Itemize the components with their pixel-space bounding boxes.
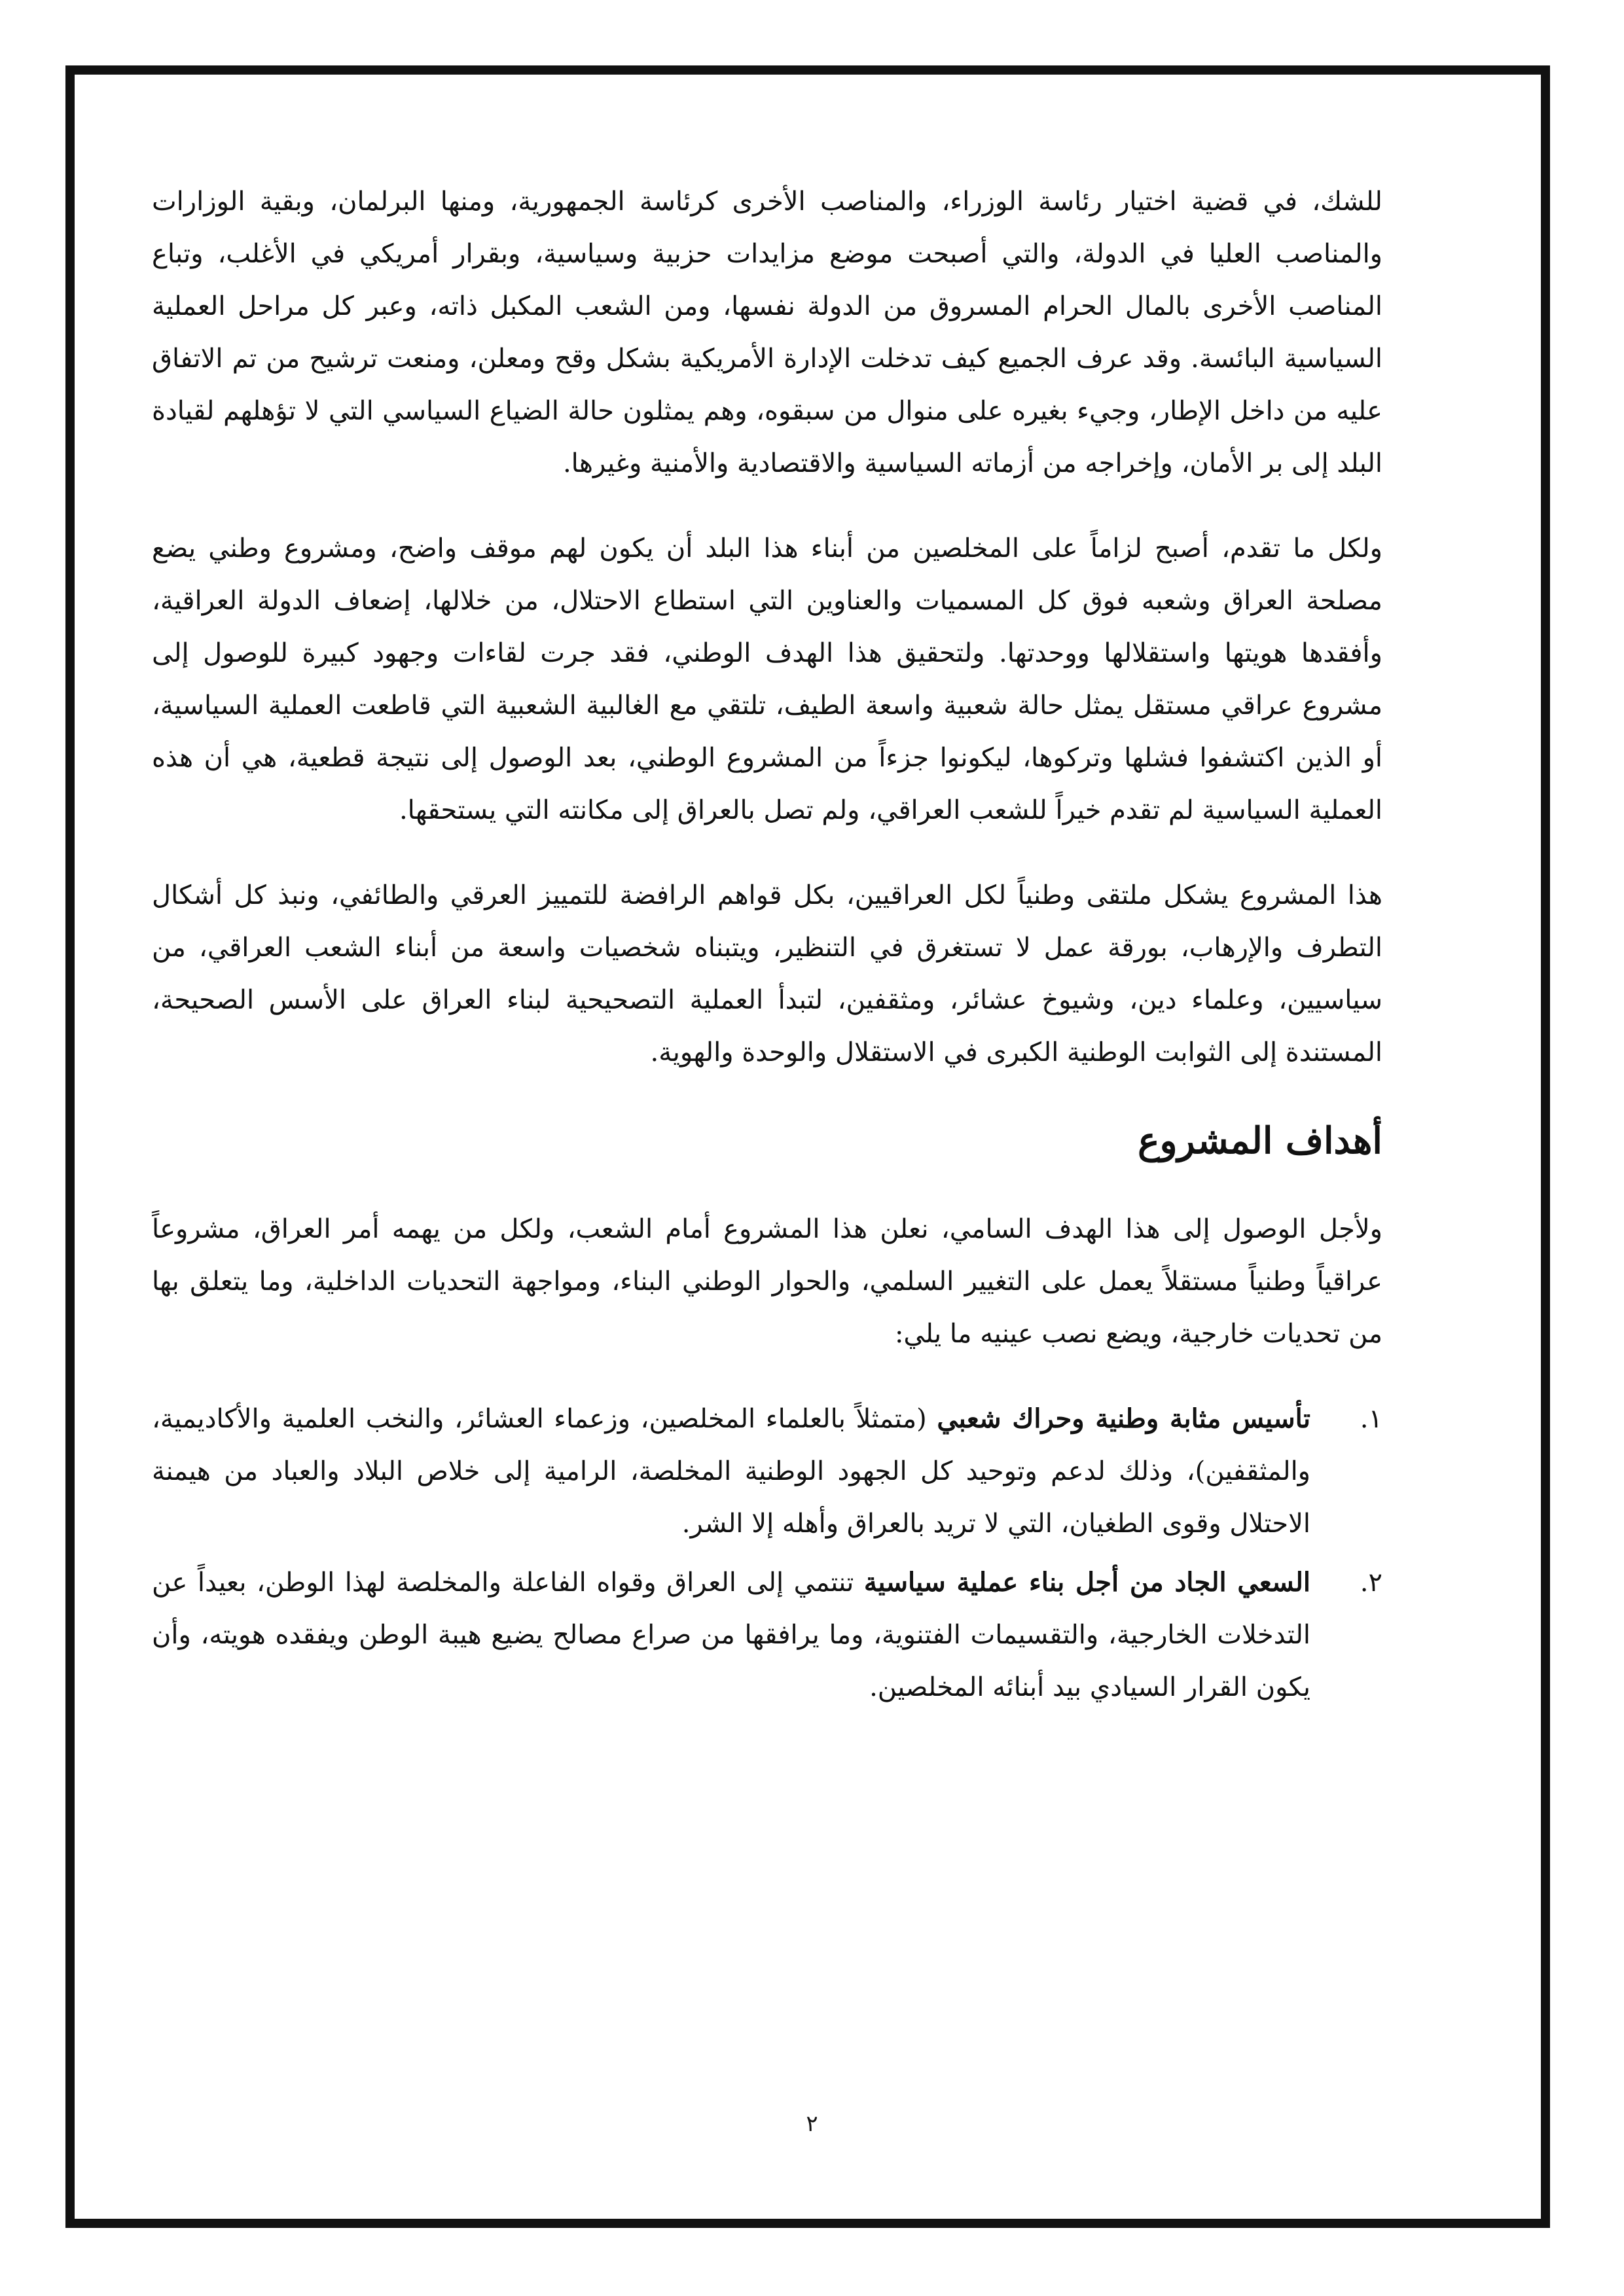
goal-text: تنتمي إلى العراق وقواه الفاعلة والمخلصة لهذا الوطن، بعيداً عن التدخلات الخارجية، والتقسيمات الفتنوية، وما يرافقها من صراع مصالح يضيع هيبة الوطن ويفقده هويته، وأن يكون القرار السيادي بيد أبنائه المخلصين.: [152, 1568, 1310, 1702]
goals-list: [152, 1393, 1382, 1713]
goal-text: (متمثلاً بالعلماء المخلصين، وزعماء العشائر، والنخب العلمية والأكاديمية، والمثقفين)، وذلك لدعم وتوحيد كل الجهود الوطنية المخلصة، الرامية إلى خلاص البلاد والعباد من هيمنة الاحتلال وقوى الطغيان، التي لا تريد بالعراق وأهله إلا الشر.: [152, 1404, 1311, 1539]
paragraph-2: ولكل ما تقدم، أصبح لزاماً على المخلصين من أبناء هذا البلد أن يكون لهم موقف واضح، ومشروع وطني يضع مصلحة العراق وشعبه فوق كل المسميات والعناوين التي استطاع الاحتلال، من خلالها، إضعاف الدولة العراقية، وأفقدها هويتها واستقلالها ووحدتها. ولتحقيق هذا الهدف الوطني، فقد جرت لقاءات وجهود كبيرة للوصول إلى مشروع عراقي مستقل يمثل حالة شعبية واسعة الطيف، تلتقي مع الغالبية الشعبية التي قاطعت العملية السياسية، أو الذين اكتشفوا فشلها وتركوها، ليكونوا جزءاً من المشروع الوطني، بعد الوصول إلى نتيجة قطعية، هي أن هذه العملية السياسية لم تقدم خيراً للشعب العراقي، ولم تصل بالعراق إلى مكانته التي يستحقها.: [152, 533, 1383, 825]
goal-item-2: [152, 1556, 1382, 1713]
page-number: ٢: [806, 2111, 818, 2137]
document-body: [152, 175, 1382, 1720]
intro-paragraph: ولأجل الوصول إلى هذا الهدف السامي، نعلن هذا المشروع أمام الشعب، ولكل من يهمه أمر العراق، مشروعاً عراقياً وطنياً مستقلاً يعمل على التغيير السلمي، والحوار الوطني البناء، ومواجهة التحديات الداخلية، وما يتعلق بها من تحديات خارجية، ويضع نصب عينيه ما يلي:: [152, 1214, 1382, 1349]
paragraph-1: للشك، في قضية اختيار رئاسة الوزراء، والمناصب الأخرى كرئاسة الجمهورية، ومنها البرلمان، وبقية الوزارات والمناصب العليا في الدولة، والتي أصبحت موضع مزايدات حزبية وسياسية، وبقرار أمريكي في الأغلب، وتباع المناصب الأخرى بالمال الحرام المسروق من الدولة نفسها، ومن الشعب المكبل ذاته، وعبر كل مراحل العملية السياسية البائسة. وقد عرف الجميع كيف تدخلت الإدارة الأمريكية بشكل وقح ومعلن، ومنعت ترشيح من تم الاتفاق عليه من داخل الإطار، وجيء بغيره على منوال من سبقوه، وهم يمثلون حالة الضياع السياسي التي لا تؤهلهم لقيادة البلد إلى بر الأمان، وإخراجه من أزماته السياسية والاقتصادية والأمنية وغيرها.: [152, 187, 1382, 478]
paragraph-3: هذا المشروع يشكل ملتقى وطنياً لكل العراقيين، بكل قواهم الرافضة للتمييز العرقي والطائفي، ونبذ كل أشكال التطرف والإرهاب، بورقة عمل لا تستغرق في التنظير، ويتبناه شخصيات واسعة من أبناء الشعب العراقي، من سياسيين، وعلماء دين، وشيوخ عشائر، ومثقفين، لتبدأ العملية التصحيحية لبناء العراق على الأسس الصحيحة، المستندة إلى الثوابت الوطنية الكبرى في الاستقلال والوحدة والهوية.: [152, 880, 1383, 1067]
goal-number: ٢.: [1360, 1568, 1382, 1598]
goal-number: ١.: [1360, 1404, 1382, 1434]
goal-item-1: [152, 1393, 1382, 1550]
goal-lead-text: السعي الجاد من أجل بناء عملية سياسية: [863, 1567, 1310, 1598]
goal-lead-text: تأسيس مثابة وطنية وحراك شعبي: [937, 1403, 1310, 1434]
section-heading: أهداف المشروع: [1138, 1119, 1382, 1162]
